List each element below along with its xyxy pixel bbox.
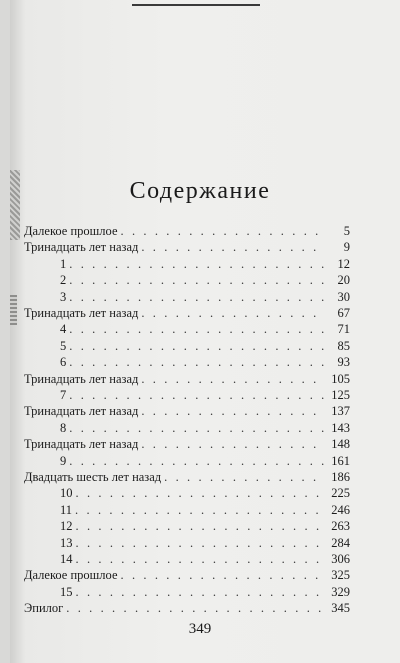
toc-entry: [24, 435, 350, 453]
toc-entry: [60, 288, 350, 306]
toc-entry-page: 148: [331, 437, 350, 452]
toc-entry: [60, 255, 350, 273]
toc-entry: [24, 402, 350, 420]
toc-entry-page: 71: [337, 322, 350, 337]
toc-entry: [24, 599, 350, 617]
toc-entry-page: 20: [337, 273, 350, 288]
toc-entry-page: 125: [331, 388, 350, 402]
dot-leader: [69, 419, 325, 437]
dot-leader: [69, 288, 325, 306]
toc-entry-page: 329: [331, 584, 350, 599]
toc-entry-title: 2: [60, 273, 67, 288]
toc-entry: [24, 222, 350, 240]
dot-leader: [76, 550, 326, 568]
toc-entry-title: 12: [60, 519, 73, 534]
toc-entry-page: 225: [331, 486, 350, 501]
toc-entry: [60, 501, 350, 519]
toc-entry-page: 263: [331, 519, 350, 534]
toc-entry: [60, 452, 350, 470]
dot-leader: [121, 566, 326, 584]
dot-leader: [69, 337, 325, 355]
toc-entry-title: Тринадцать лет назад: [24, 306, 139, 320]
dot-leader: [121, 222, 326, 240]
dot-leader: [76, 517, 326, 535]
dot-leader: [164, 468, 325, 486]
dot-leader: [76, 583, 326, 601]
toc-entry-page: 93: [337, 355, 350, 370]
dot-leader: [69, 271, 325, 289]
toc-entry-title: 11: [60, 502, 73, 517]
toc-entry-title: 14: [60, 552, 73, 566]
toc-entry-page: 9: [343, 240, 350, 255]
toc-entry-page: 306: [331, 552, 350, 566]
dot-leader: [76, 484, 326, 502]
page-edge-texture: [10, 295, 17, 325]
toc-entry-title: 15: [60, 584, 73, 599]
toc-entry-page: 186: [331, 470, 350, 484]
toc-entry: [60, 550, 350, 568]
toc-entry-page: 85: [337, 338, 350, 353]
toc-entry: [60, 484, 350, 502]
toc-entry-page: 345: [331, 601, 350, 616]
toc-entry-title: 8: [60, 420, 67, 435]
toc-entry: [60, 583, 350, 601]
toc-entry-title: Эпилог: [24, 601, 64, 616]
dot-leader: [69, 255, 325, 273]
toc-entry-title: Тринадцать лет назад: [24, 437, 139, 452]
dot-leader: [141, 402, 325, 420]
page-number: 349: [188, 621, 212, 637]
dot-leader: [141, 435, 325, 453]
toc-entry-title: Тринадцать лет назад: [24, 240, 139, 255]
toc-entry: [60, 517, 350, 535]
toc-entry-title: 5: [60, 338, 67, 353]
toc-entry-page: 284: [331, 535, 350, 550]
toc-entry-title: Далекое прошлое: [24, 568, 118, 583]
toc-entry-title: 10: [60, 486, 73, 501]
dot-leader: [141, 370, 325, 388]
toc-entry-title: 1: [60, 256, 67, 271]
dot-leader: [69, 386, 325, 404]
toc-entry-page: 105: [331, 371, 350, 386]
toc-entry-title: Далекое прошлое: [24, 224, 118, 238]
toc-entry-title: 9: [60, 453, 67, 468]
toc-entry: [24, 566, 350, 584]
toc-entry: [24, 304, 350, 322]
page-title: Содержание: [129, 178, 271, 204]
dot-leader: [141, 304, 325, 322]
toc-entry-title: 4: [60, 322, 67, 337]
toc-entry-title: Двадцать шесть лет назад: [24, 470, 162, 484]
toc-entry: [24, 238, 350, 256]
toc-entry: [60, 419, 350, 437]
dot-leader: [75, 501, 325, 519]
dot-leader: [69, 452, 325, 470]
toc-entry-title: Тринадцать лет назад: [24, 404, 139, 419]
toc-entry: [60, 271, 350, 289]
dot-leader: [69, 353, 325, 371]
toc-entry-page: 30: [337, 289, 350, 304]
toc-entry-title: 7: [60, 388, 67, 402]
toc-entry: [60, 337, 350, 355]
toc-entry-page: 246: [331, 502, 350, 517]
dot-leader: [66, 599, 325, 617]
dot-leader: [76, 534, 326, 552]
toc-entry-page: 143: [331, 420, 350, 435]
toc-entry: [60, 534, 350, 552]
toc-entry-page: 12: [337, 256, 350, 271]
toc-entry: [60, 320, 350, 338]
toc-entry-title: 6: [60, 355, 67, 370]
toc-entry-page: 5: [343, 224, 350, 238]
toc-entry: [24, 370, 350, 388]
toc-entry: [24, 468, 350, 486]
toc-entry-page: 161: [331, 453, 350, 468]
toc-entry: [60, 353, 350, 371]
toc-entry-title: 3: [60, 289, 67, 304]
dot-leader: [141, 238, 325, 256]
toc-entry-page: 137: [331, 404, 350, 419]
dot-leader: [69, 320, 325, 338]
toc-entry-page: 67: [337, 306, 350, 320]
toc-entry: [60, 386, 350, 404]
toc-entry-page: 325: [331, 568, 350, 583]
toc-entry-title: 13: [60, 535, 73, 550]
toc-entry-title: Тринадцать лет назад: [24, 371, 139, 386]
top-rule: [132, 4, 260, 6]
